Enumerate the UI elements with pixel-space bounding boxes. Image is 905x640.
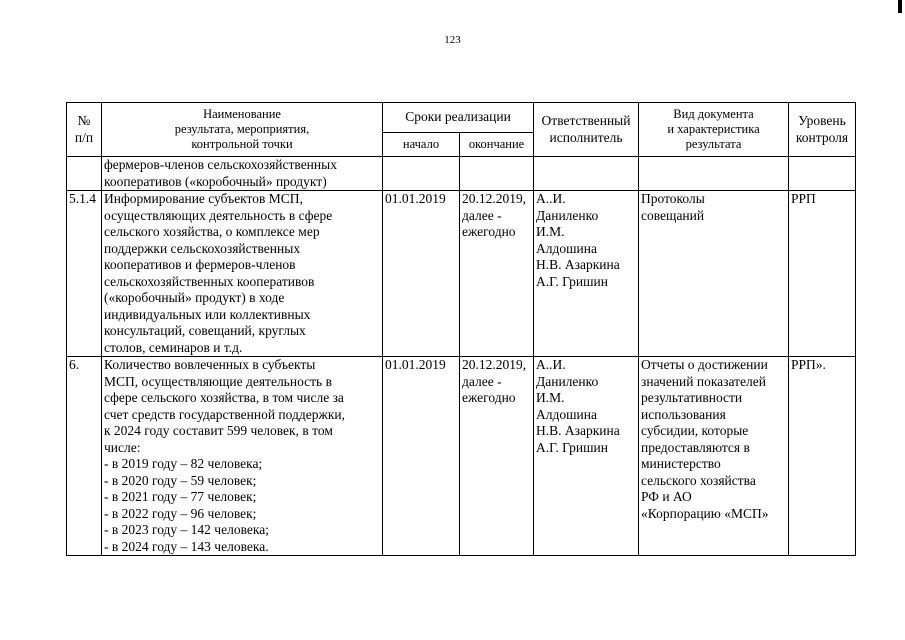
page-edge-mark: [898, 0, 902, 13]
cell-control: РРП».: [789, 357, 856, 556]
header-start: начало: [383, 133, 460, 157]
header-control: Уровень контроля: [789, 103, 856, 157]
cell-name: Количество вовлеченных в субъекты МСП, осуществляющие деятельность в сфере сельского хозяйства, в том числе за счет средств государственной поддержки, к 2024 году составит 599 человек, в том числе: - в 2019 году – 82 человека; - в 2020 году – 59 человек; - в 2021 году – 77 человек; - в 2022 году – 96 человек; - в 2023 году – 142 человека; - в 2024 году – 143 человека.: [102, 357, 383, 556]
header-terms: Сроки реализации: [383, 103, 534, 133]
cell-end: 20.12.2019, далее - ежегодно: [460, 357, 534, 556]
table-row: [67, 191, 856, 357]
cell-end: 20.12.2019, далее - ежегодно: [460, 191, 534, 357]
cell-control: РРП: [789, 191, 856, 357]
cell-start: 01.01.2019: [383, 357, 460, 556]
implementation-table: [66, 102, 856, 556]
cell-doc-type: Протоколы совещаний: [639, 191, 789, 357]
cell-num: 6.: [67, 357, 102, 556]
header-responsible: Ответственный исполнитель: [534, 103, 639, 157]
cell-num: [67, 157, 102, 191]
header-num: № п/п: [67, 103, 102, 157]
cell-start: [383, 157, 460, 191]
cell-doc-type: Отчеты о достижении значений показателей результативности использования субсидии, которые предоставляются в министерство сельского хозяйства РФ и АО «Корпорацию «МСП»: [639, 357, 789, 556]
table-row: [67, 357, 856, 556]
cell-responsible: А..И. Даниленко И.М. Алдошина Н.В. Азаркина А.Г. Гришин: [534, 357, 639, 556]
table-row: [67, 157, 856, 191]
cell-control: [789, 157, 856, 191]
cell-responsible: [534, 157, 639, 191]
page-number: 123: [444, 34, 461, 46]
cell-num: 5.1.4: [67, 191, 102, 357]
cell-end: [460, 157, 534, 191]
header-doc-type: Вид документа и характеристика результата: [639, 103, 789, 157]
cell-responsible: А..И. Даниленко И.М. Алдошина Н.В. Азаркина А.Г. Гришин: [534, 191, 639, 357]
cell-name: Информирование субъектов МСП, осуществляющих деятельность в сфере сельского хозяйства, о комплексе мер поддержки сельскохозяйственных кооперативов и фермеров-членов сельскохозяйственных кооперативов («коробочный» продукт) в ходе индивидуальных или коллективных консультаций, совещаний, круглых столов, семинаров и т.д.: [102, 191, 383, 357]
header-end: окончание: [460, 133, 534, 157]
header-row-1: [67, 103, 856, 133]
cell-name: фермеров-членов сельскохозяйственных кооперативов («коробочный» продукт): [102, 157, 383, 191]
cell-start: 01.01.2019: [383, 191, 460, 357]
header-name: Наименование результата, мероприятия, контрольной точки: [102, 103, 383, 157]
cell-doc-type: [639, 157, 789, 191]
